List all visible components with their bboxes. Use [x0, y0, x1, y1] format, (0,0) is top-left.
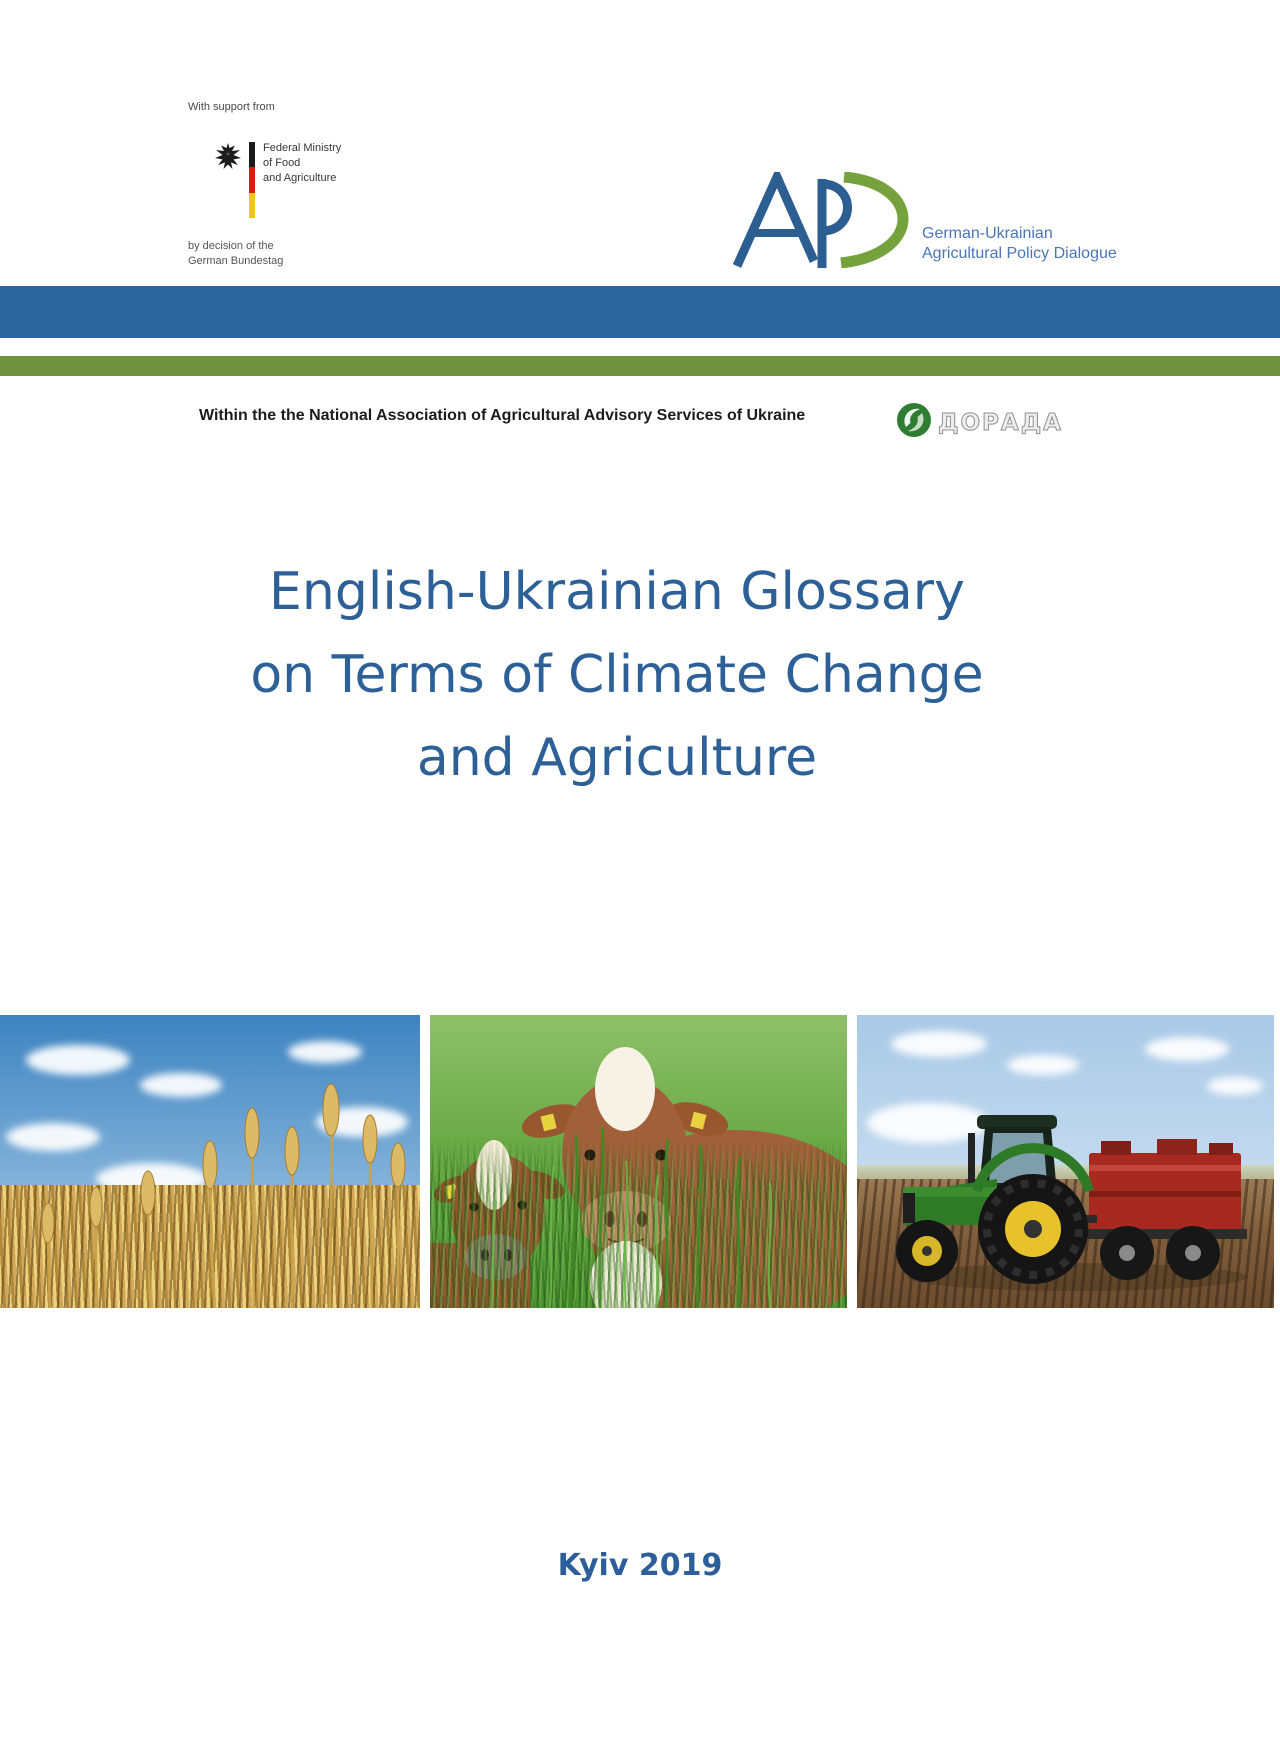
title-line-1: English-Ukrainian Glossary	[269, 562, 965, 622]
bundestag-note	[188, 239, 283, 269]
bundestag-note-line: German Bundestag	[188, 255, 284, 267]
apd-tagline-line: German-Ukrainian	[922, 225, 1053, 242]
support-note: With support from	[188, 101, 275, 113]
ministry-name	[263, 141, 341, 186]
tractor-photo	[857, 1015, 1274, 1308]
imprint: Kyiv 2019	[557, 1548, 723, 1583]
title-line-3: and Agriculture	[416, 728, 818, 788]
dorada-swirl-icon	[894, 400, 934, 440]
document-title	[0, 551, 1280, 800]
grass-blades-overlay	[430, 1015, 847, 1308]
german-flag-stripe	[249, 142, 255, 218]
association-text: Within the the National Association of Agricultural Advisory Services of Ukraine	[199, 407, 806, 424]
dorada-label: ДОРАДА	[938, 410, 1063, 436]
apd-tagline-line: Agricultural Policy Dialogue	[922, 245, 1117, 262]
apd-logo-mark	[733, 172, 919, 268]
bundesadler-eagle-icon	[214, 142, 242, 174]
title-line-2: on Terms of Climate Change	[250, 645, 984, 705]
ministry-name-line: of Food	[263, 157, 301, 169]
wheat-ears-overlay	[0, 1015, 420, 1308]
dorada-wordmark	[938, 404, 1070, 438]
ministry-name-line: Federal Ministry	[263, 142, 342, 154]
ministry-name-line: and Agriculture	[263, 172, 337, 184]
green-band	[0, 356, 1280, 376]
wheat-field-photo	[0, 1015, 420, 1308]
tractor-overlay	[857, 1015, 1274, 1308]
blue-band	[0, 286, 1280, 338]
cows-photo	[430, 1015, 847, 1308]
bundestag-note-line: by decision of the	[188, 240, 274, 252]
apd-tagline	[922, 224, 1117, 264]
